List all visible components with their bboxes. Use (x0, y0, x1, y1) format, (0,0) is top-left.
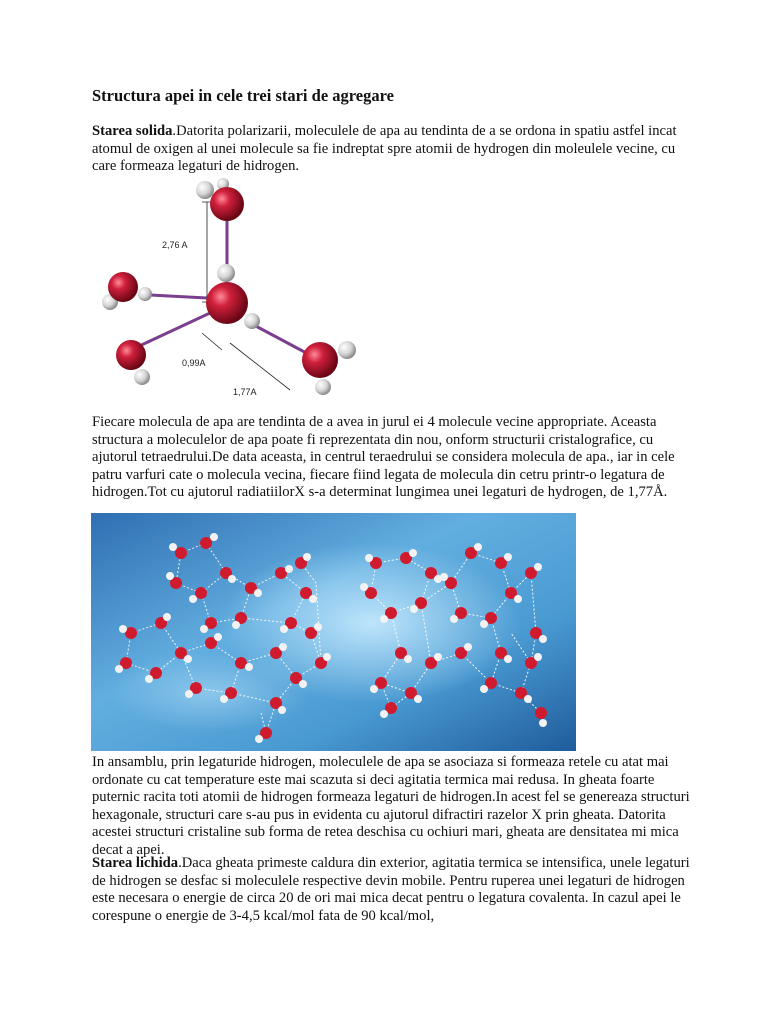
hydrogen-atom (244, 313, 260, 329)
oxygen-atom (302, 342, 338, 378)
solid-state-text: .Datorita polarizarii, moleculele de apa au tendinta de a se ordona in spatiu astfel incat atomul de oxigen al unei molecule sa fie indreptat spre atomii de hydrogen din moleulele vecine, cu care formeaza legaturi de hidrogen. (92, 123, 677, 175)
oxygen-atom (108, 272, 138, 302)
paragraph-tetrahedral: Fiecare molecula de apa are tendinta de a avea in jurul ei 4 molecule vecine appropriate. Aceasta structura a moleculelor de apa poate fi reprezentata din nou, onform structurii cristalografice, cu ajutorul tetraedrului.De data aceasta, in centrul teraedrului se considera molecula de apa., iar in cele patru varfuri cate o molecula vecina, fiecare fiind legata de molecula din cetru printr-o legatura de hidrogen.Tot cu ajutorul radiatiilorX s-a determinat lungimea unei legaturi de hydrogen, de 1,77Å. (92, 414, 675, 501)
hydrogen-atom (217, 264, 235, 282)
hydrogen-atom (315, 379, 331, 395)
hydrogen-atom (338, 341, 356, 359)
hydrogen-atom (138, 287, 152, 301)
distance-label-hbond: 1,77A (233, 387, 257, 397)
hydrogen-bond-line (250, 323, 312, 356)
solid-state-heading: Starea solida (92, 123, 173, 139)
hydrogen-atom (196, 181, 214, 199)
hydrogen-atom (134, 369, 150, 385)
liquid-state-heading: Starea lichida (92, 855, 179, 871)
tetrahedral-water-diagram (90, 178, 365, 400)
dimension-line (230, 343, 290, 390)
paragraph-liquid-state (92, 855, 692, 925)
hydrogen-bond-line (135, 313, 210, 348)
oxygen-atom (116, 340, 146, 370)
hydrogen-bond-line (150, 295, 207, 298)
oxygen-atom (206, 282, 248, 324)
distance-label-covalent: 0,99A (182, 358, 206, 368)
document-title: Structura apei in cele trei stari de agregare (92, 86, 394, 105)
light-glow (111, 653, 311, 733)
paragraph-solid-state (92, 123, 692, 176)
paragraph-ice-structure: In ansamblu, prin legaturide hidrogen, moleculele de apa se asociaza si formeaza retele cu atat mai ordonate cu cat temperature este mai scazuta si deci agitatia termica mai redusa. In gheata foarte puternic racita toti atomii de hidrogen formeaza legaturi de hidrogen.In acest fel se genereaza structuri hexagonale, structuri care s-au pus in evidenta cu ajutorul difractiri razelor X prin gheata. Datorita acestei structuri cristaline sub forma de retea deschisa cu ochiuri mari, gheata are densitatea mi mica decat a apei. (92, 754, 690, 858)
oxygen-atom (210, 187, 244, 221)
dimension-line (202, 333, 222, 350)
distance-label-oo: 2,76 A (162, 240, 188, 250)
ice-lattice-image (91, 513, 576, 751)
liquid-state-text: .Daca gheata primeste caldura din exterior, agitatia termica se intensifica, unele legaturi de hidrogen se desfac si moleculele respective devin mobile. Pentru ruperea unei legaturi de hidrogen este necesara o energie de circa 20 de ori mai mica decat pentru o legatura covalenta. In cazul apei le corespune o energie de 3-4,5 kcal/mol fata de 90 kcal/mol, (92, 855, 690, 924)
